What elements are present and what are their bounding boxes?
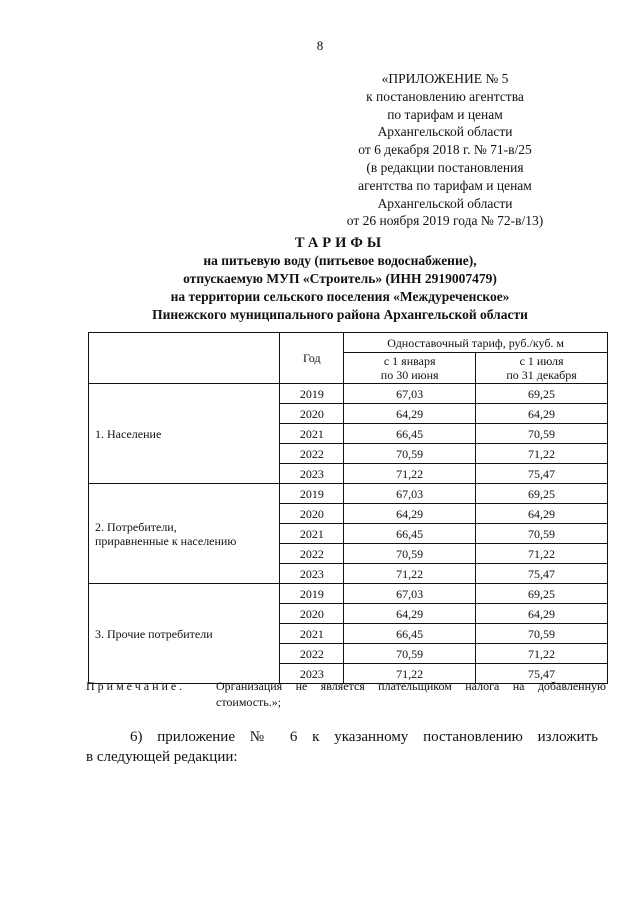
page-number: 8 bbox=[316, 38, 324, 53]
year-cell: 2021 bbox=[280, 524, 344, 544]
year-cell: 2019 bbox=[280, 484, 344, 504]
category-header-cell bbox=[89, 333, 280, 384]
tariff-header: Одноставочный тариф, руб./куб. м bbox=[344, 333, 608, 353]
appendix-line: по тарифам и ценам bbox=[387, 106, 503, 122]
amendment-paragraph bbox=[86, 727, 598, 767]
tariff-table bbox=[88, 332, 608, 684]
year-cell: 2022 bbox=[280, 444, 344, 464]
tariff-cell: 70,59 bbox=[344, 644, 476, 664]
document-title bbox=[60, 234, 620, 324]
year-cell: 2021 bbox=[280, 424, 344, 444]
tariff-cell: 64,29 bbox=[476, 604, 608, 624]
tariff-cell: 64,29 bbox=[476, 404, 608, 424]
tariff-cell: 71,22 bbox=[344, 664, 476, 684]
year-cell: 2019 bbox=[280, 384, 344, 404]
tariff-cell: 71,22 bbox=[344, 564, 476, 584]
appendix-line: от 26 ноября 2019 года № 72-в/13) bbox=[346, 213, 544, 229]
tariff-cell: 70,59 bbox=[476, 424, 608, 444]
tariff-cell: 67,03 bbox=[344, 584, 476, 604]
tariff-cell: 75,47 bbox=[476, 564, 608, 584]
tariff-cell: 64,29 bbox=[344, 504, 476, 524]
year-cell: 2020 bbox=[280, 404, 344, 424]
tariff-cell: 64,29 bbox=[476, 504, 608, 524]
tariff-cell: 75,47 bbox=[476, 464, 608, 484]
tariff-cell: 66,45 bbox=[344, 524, 476, 544]
year-header: Год bbox=[280, 333, 344, 384]
year-cell: 2023 bbox=[280, 564, 344, 584]
tariff-cell: 69,25 bbox=[476, 384, 608, 404]
tariff-cell: 67,03 bbox=[344, 384, 476, 404]
year-cell: 2019 bbox=[280, 584, 344, 604]
period2-header: с 1 июля по 31 декабря bbox=[476, 353, 608, 384]
category-cell: 3. Прочие потребители bbox=[89, 584, 280, 684]
year-cell: 2022 bbox=[280, 544, 344, 564]
table-row bbox=[89, 384, 608, 404]
period1-header: с 1 января по 30 июня bbox=[344, 353, 476, 384]
tariff-cell: 66,45 bbox=[344, 424, 476, 444]
tariff-cell: 64,29 bbox=[344, 604, 476, 624]
year-cell: 2020 bbox=[280, 604, 344, 624]
tariff-cell: 71,22 bbox=[476, 644, 608, 664]
tariff-cell: 66,45 bbox=[344, 624, 476, 644]
title-line: отпускаемую МУП «Строитель» (ИНН 2919007479) bbox=[183, 271, 497, 286]
tariff-cell: 69,25 bbox=[476, 584, 608, 604]
appendix-line: «ПРИЛОЖЕНИЕ № 5 bbox=[381, 71, 509, 86]
paragraph-line: 6) приложение № 6 к указанному постановлению изложить bbox=[130, 729, 598, 745]
title-heading: ТАРИФЫ bbox=[294, 235, 386, 251]
year-cell: 2022 bbox=[280, 644, 344, 664]
title-line: на территории сельского поселения «Междуреченское» bbox=[170, 289, 510, 304]
year-cell: 2021 bbox=[280, 624, 344, 644]
year-cell: 2020 bbox=[280, 504, 344, 524]
tariff-cell: 71,22 bbox=[476, 544, 608, 564]
note-label: Примечание. bbox=[86, 679, 186, 693]
table-row bbox=[89, 484, 608, 504]
year-cell: 2023 bbox=[280, 464, 344, 484]
tariff-cell: 69,25 bbox=[476, 484, 608, 504]
note bbox=[86, 678, 606, 710]
table-row bbox=[89, 584, 608, 604]
paragraph-line: в следующей редакции: bbox=[86, 749, 238, 765]
title-line: на питьевую воду (питьевое водоснабжение), bbox=[203, 253, 477, 268]
tariff-cell: 75,47 bbox=[476, 664, 608, 684]
appendix-line: от 6 декабря 2018 г. № 71-в/25 bbox=[358, 142, 532, 158]
appendix-line: (в редакции постановления bbox=[366, 159, 524, 175]
appendix-header bbox=[305, 70, 585, 230]
note-text: Организация не является плательщиком налога на добавленную стоимость.»; bbox=[216, 679, 606, 709]
tariff-cell: 64,29 bbox=[344, 404, 476, 424]
category-cell: 2. Потребители, приравненные к населению bbox=[89, 484, 280, 584]
category-cell: 1. Население bbox=[89, 384, 280, 484]
tariff-cell: 70,59 bbox=[344, 544, 476, 564]
appendix-line: Архангельской области bbox=[377, 124, 513, 140]
appendix-line: к постановлению агентства bbox=[366, 88, 524, 104]
year-cell: 2023 bbox=[280, 664, 344, 684]
appendix-line: агентства по тарифам и ценам bbox=[358, 177, 532, 193]
tariff-cell: 71,22 bbox=[476, 444, 608, 464]
tariff-cell: 70,59 bbox=[476, 524, 608, 544]
title-line: Пинежского муниципального района Архангельской области bbox=[152, 307, 528, 322]
table-header-row bbox=[89, 333, 608, 353]
tariff-cell: 70,59 bbox=[476, 624, 608, 644]
tariff-cell: 71,22 bbox=[344, 464, 476, 484]
appendix-line: Архангельской области bbox=[377, 195, 513, 211]
tariff-cell: 70,59 bbox=[344, 444, 476, 464]
tariff-cell: 67,03 bbox=[344, 484, 476, 504]
